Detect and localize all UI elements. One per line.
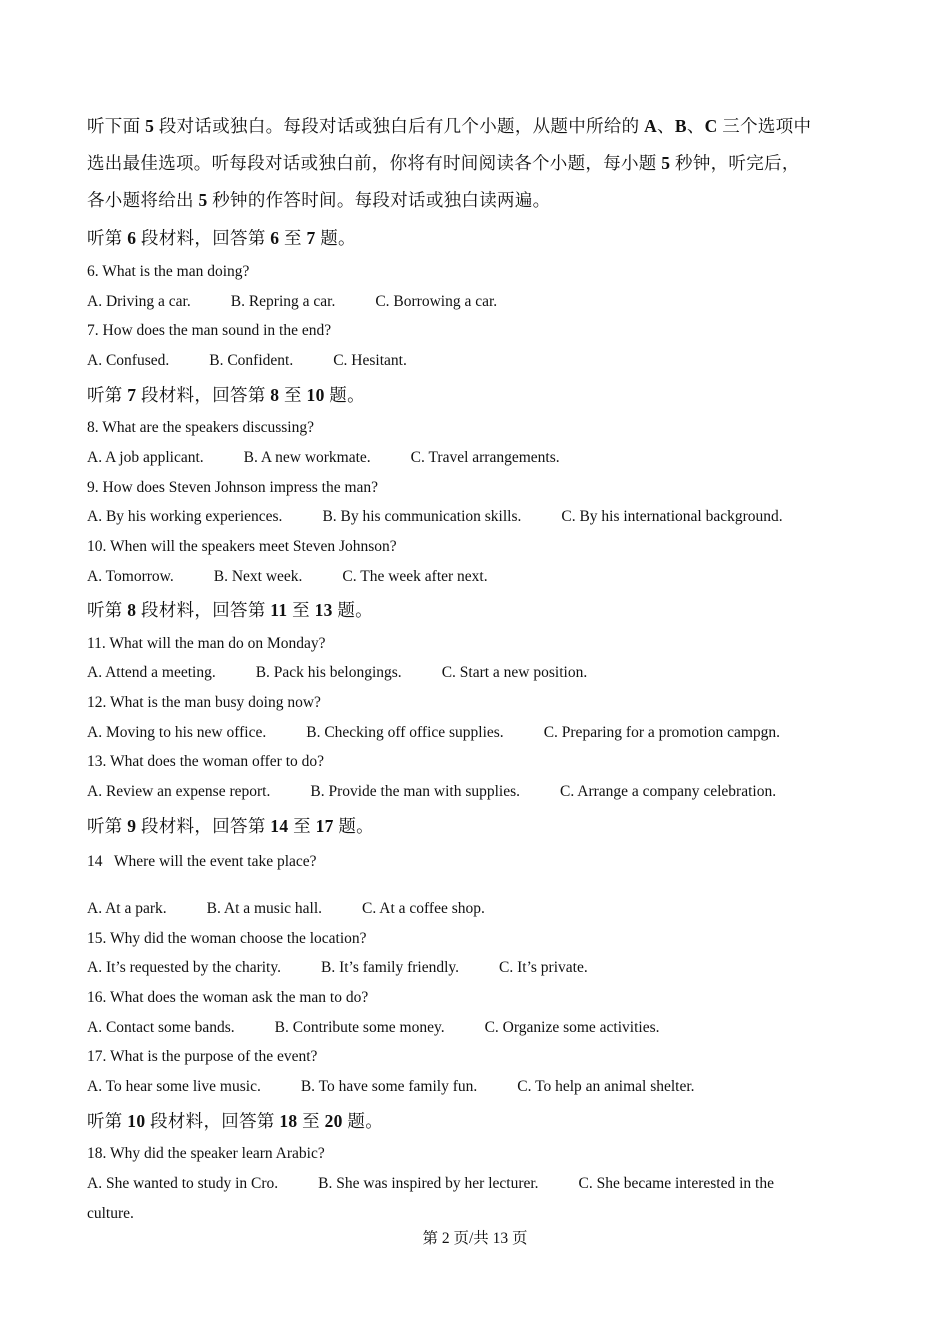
- question-18: 18. Why did the speaker learn Arabic?: [87, 1145, 325, 1162]
- section-heading: 听第 8 段材料，回答第 11 至 13 题。: [87, 600, 373, 620]
- instructions-line-1: 听下面 5 段对话或独白。每段对话或独白后有几个小题，从题中所给的 A、B、C 三个选项中: [87, 116, 812, 136]
- instructions-line-2: 选出最佳选项。听每段对话或独白前，你将有时间阅读各个小题，每小题 5 秒钟，听完后，: [87, 153, 800, 173]
- option-a: A. Driving a car.: [87, 293, 191, 310]
- option-a: A. Tomorrow.: [87, 568, 174, 585]
- option-b: B. Contribute some money.: [274, 1019, 445, 1036]
- section-heading: 听第 6 段材料，回答第 6 至 7 题。: [87, 228, 356, 248]
- options-16: [87, 1018, 660, 1038]
- option-a: A. Confused.: [87, 352, 170, 369]
- option-c: C. The week after next.: [342, 568, 488, 585]
- options-13: [87, 782, 776, 802]
- question-10: 10. When will the speakers meet Steven Johnson?: [87, 538, 397, 555]
- options-11: [87, 663, 587, 683]
- options-8: [87, 448, 560, 468]
- option-b: B. Next week.: [213, 568, 303, 585]
- option-b: B. By his communication skills.: [322, 508, 522, 525]
- option-b: B. Pack his belongings.: [255, 664, 402, 681]
- option-c: C. Borrowing a car.: [375, 293, 498, 310]
- section-heading: 听第 9 段材料，回答第 14 至 17 题。: [87, 816, 374, 836]
- option-b: B. A new workmate.: [243, 449, 371, 466]
- option-a: A. By his working experiences.: [87, 508, 283, 525]
- options-15: [87, 958, 588, 978]
- option-c: C. Organize some activities.: [484, 1019, 660, 1036]
- instructions-line-3: 各小题将给出 5 秒钟的作答时间。每段对话或独白读两遍。: [87, 190, 551, 210]
- option-c: C. Hesitant.: [333, 352, 407, 369]
- option-b: B. Confident.: [209, 352, 294, 369]
- option-c: C. Travel arrangements.: [410, 449, 560, 466]
- question-11: 11. What will the man do on Monday?: [87, 635, 326, 652]
- option-c-continuation: culture.: [87, 1205, 134, 1222]
- question-17: 17. What is the purpose of the event?: [87, 1048, 318, 1065]
- question-8: 8. What are the speakers discussing?: [87, 419, 314, 436]
- options-7: [87, 351, 407, 371]
- option-b: B. At a music hall.: [206, 900, 323, 917]
- question-6: 6. What is the man doing?: [87, 263, 250, 280]
- option-a: A. To hear some live music.: [87, 1078, 261, 1095]
- option-b: B. It’s family friendly.: [320, 959, 460, 976]
- option-b: B. Checking off office supplies.: [306, 724, 504, 741]
- option-a: A. Attend a meeting.: [87, 664, 216, 681]
- option-c: C. Start a new position.: [441, 664, 588, 681]
- options-10: [87, 567, 488, 587]
- option-a: A. Moving to his new office.: [87, 724, 267, 741]
- option-c: C. Preparing for a promotion campgn.: [543, 724, 781, 741]
- question-7: 7. How does the man sound in the end?: [87, 322, 332, 339]
- option-b: B. She was inspired by her lecturer.: [318, 1175, 539, 1192]
- question-14: 14 Where will the event take place?: [87, 853, 317, 870]
- options-14: [87, 899, 485, 919]
- option-a: A. Review an expense report.: [87, 783, 271, 800]
- options-6: [87, 292, 497, 312]
- options-17: [87, 1077, 695, 1097]
- option-c: C. By his international background.: [561, 508, 783, 525]
- option-a: A. A job applicant.: [87, 449, 204, 466]
- option-c: C. At a coffee shop.: [362, 900, 485, 917]
- option-b: B. To have some family fun.: [300, 1078, 478, 1095]
- options-9: [87, 507, 783, 527]
- option-c: C. To help an animal shelter.: [517, 1078, 695, 1095]
- option-b: B. Repring a car.: [230, 293, 336, 310]
- question-13: 13. What does the woman offer to do?: [87, 753, 325, 770]
- option-a: A. It’s requested by the charity.: [87, 959, 281, 976]
- section-heading: 听第 7 段材料，回答第 8 至 10 题。: [87, 385, 365, 405]
- question-16: 16. What does the woman ask the man to do?: [87, 989, 369, 1006]
- option-a: A. She wanted to study in Cro.: [87, 1175, 279, 1192]
- option-b: B. Provide the man with supplies.: [310, 783, 521, 800]
- option-a: A. Contact some bands.: [87, 1019, 235, 1036]
- question-9: 9. How does Steven Johnson impress the man?: [87, 479, 379, 496]
- options-18: [87, 1174, 774, 1194]
- option-a: A. At a park.: [87, 900, 167, 917]
- question-15: 15. Why did the woman choose the location?: [87, 930, 367, 947]
- page-footer: 第 2 页/共 13 页: [422, 1230, 528, 1247]
- question-12: 12. What is the man busy doing now?: [87, 694, 321, 711]
- option-c: C. She became interested in the: [578, 1175, 774, 1192]
- section-heading: 听第 10 段材料，回答第 18 至 20 题。: [87, 1111, 383, 1131]
- option-c: C. It’s private.: [499, 959, 588, 976]
- option-c: C. Arrange a company celebration.: [560, 783, 777, 800]
- options-12: [87, 723, 780, 743]
